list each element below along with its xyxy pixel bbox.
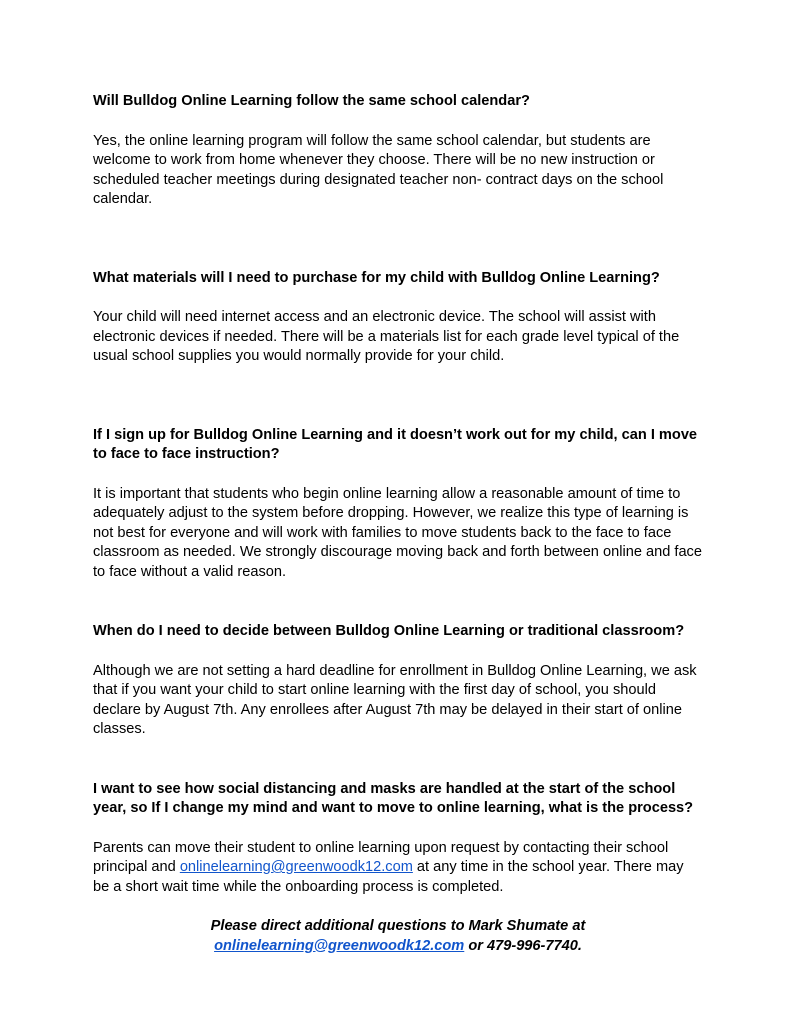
- faq-answer-materials: Your child will need internet access and an electronic device. The school will assist with electronic devices if needed. There will be a materials list for each grade level typical of the usual school supplies you would normally provide for your child.: [93, 309, 680, 364]
- email-link[interactable]: onlinelearning@greenwoodk12.com: [179, 859, 413, 875]
- closing-line-2: [93, 937, 703, 957]
- faq-answer-calendar: Yes, the online learning program will follow the same school calendar, but students are welcome to work from home whenever they choose. There will be no new instruction or scheduled teacher meetings during designated teacher non- contract days on the school calendar.: [93, 132, 664, 207]
- closing-phone-text: or 479-996-7740.: [464, 937, 582, 954]
- faq-answer-switch-to-face-to-face: It is important that students who begin online learning allow a reasonable amount of time to adequately adjust to the system before dropping. However, we realize this type of learning is not best for everyone and will work with families to move students back to the face to face classroom as needed. We strongly discourage moving back and forth between online and face to face without a valid reason.: [93, 485, 702, 580]
- faq-document: [93, 92, 703, 956]
- faq-question-materials: What materials will I need to purchase for my child with Bulldog Online Learning?: [93, 269, 660, 286]
- answer-text-start: Parents can move their student to online learning upon request by contacting their school principal and: [93, 839, 669, 875]
- faq-question-decision-deadline: When do I need to decide between Bulldog Online Learning or traditional classroom?: [93, 623, 685, 639]
- faq-question-switch-to-face-to-face: If I sign up for Bulldog Online Learning and it doesn’t work out for my child, can I move to face to face instruction?: [93, 426, 698, 462]
- faq-answer-decision-deadline: Although we are not setting a hard deadline for enrollment in Bulldog Online Learning, we ask that if you want your child to start online learning with the first day of school, you should declare by August 7th. Any enrollees after August 7th may be delayed in their start of online classes.: [93, 662, 697, 737]
- answer-text-end: at any time in the school year. There may be a short wait time while the onboarding process is completed.: [93, 859, 684, 895]
- closing-line-1: Please direct additional questions to Mark Shumate at: [210, 918, 586, 934]
- faq-answer-change-to-online: [93, 839, 703, 898]
- faq-question-calendar: Will Bulldog Online Learning follow the same school calendar?: [93, 93, 530, 109]
- faq-question-change-to-online: I want to see how social distancing and masks are handled at the start of the school year, so If I change my mind and want to move to online learning, what is the process?: [93, 780, 694, 816]
- closing-email-link[interactable]: onlinelearning@greenwoodk12.com: [214, 937, 465, 954]
